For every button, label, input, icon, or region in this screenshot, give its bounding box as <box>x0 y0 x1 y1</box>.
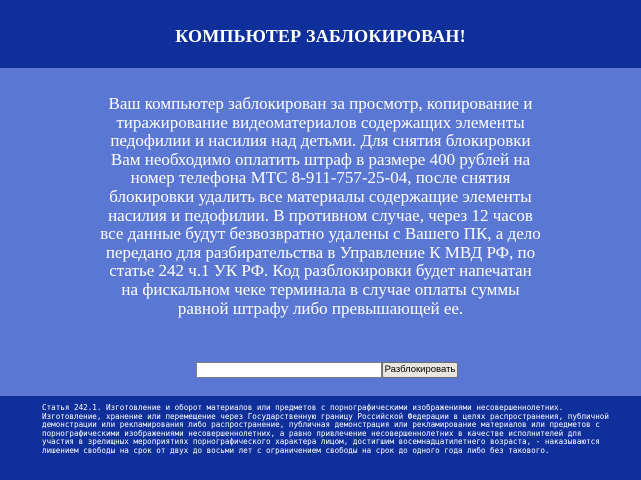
page-title: КОМПЬЮТЕР ЗАБЛОКИРОВАН! <box>175 26 466 46</box>
law-article-text: Статья 242.1. Изготовление и оборот материалов или предметов с порнографическими изображениями несовершеннолетних. Изготовление, хранение или перемещение через Государственную границу Российской Федерации в целях распространения, публичной демонстрации или рекламирования либо распространение, публичная демонстрация или рекламирование материалов или предметов с порнографическими изображениями несовершеннолетних, а равно привлечение несовершеннолетних в качестве исполнителей для участия в зрелищных мероприятиях порнографического характера лицом, достигшим восемнадцатилетнего возраста, - наказываются лишением свободы на срок от двух до восьми лет с ограничением свободы на срок до одного года либо без такового. <box>42 403 609 455</box>
unlock-button[interactable]: Разблокировать <box>382 362 458 378</box>
lock-message: Ваш компьютер заблокирован за просмотр, копирование и тиражирование видеоматериалов содержащих элементы педофилии и насилия над детьми. Для снятия блокировки Вам необходимо оплатить штраф в размере 400 рублей на номер телефона МТС 8-911-757-25-04, после снятия блокировки удалить все материалы содержащие элементы насилия и педофилии. В противном случае, через 12 часов все данные будут безвозвратно удалены с Вашего ПК, а дело передано для разбирательства в Управление К МВД РФ, по статье 242 ч.1 УК РФ. Код разблокировки будет напечатан на фискальном чеке терминала в случае оплаты суммы равной штрафу либо превышающей ее. <box>100 94 541 318</box>
unlock-code-input[interactable] <box>196 362 382 378</box>
